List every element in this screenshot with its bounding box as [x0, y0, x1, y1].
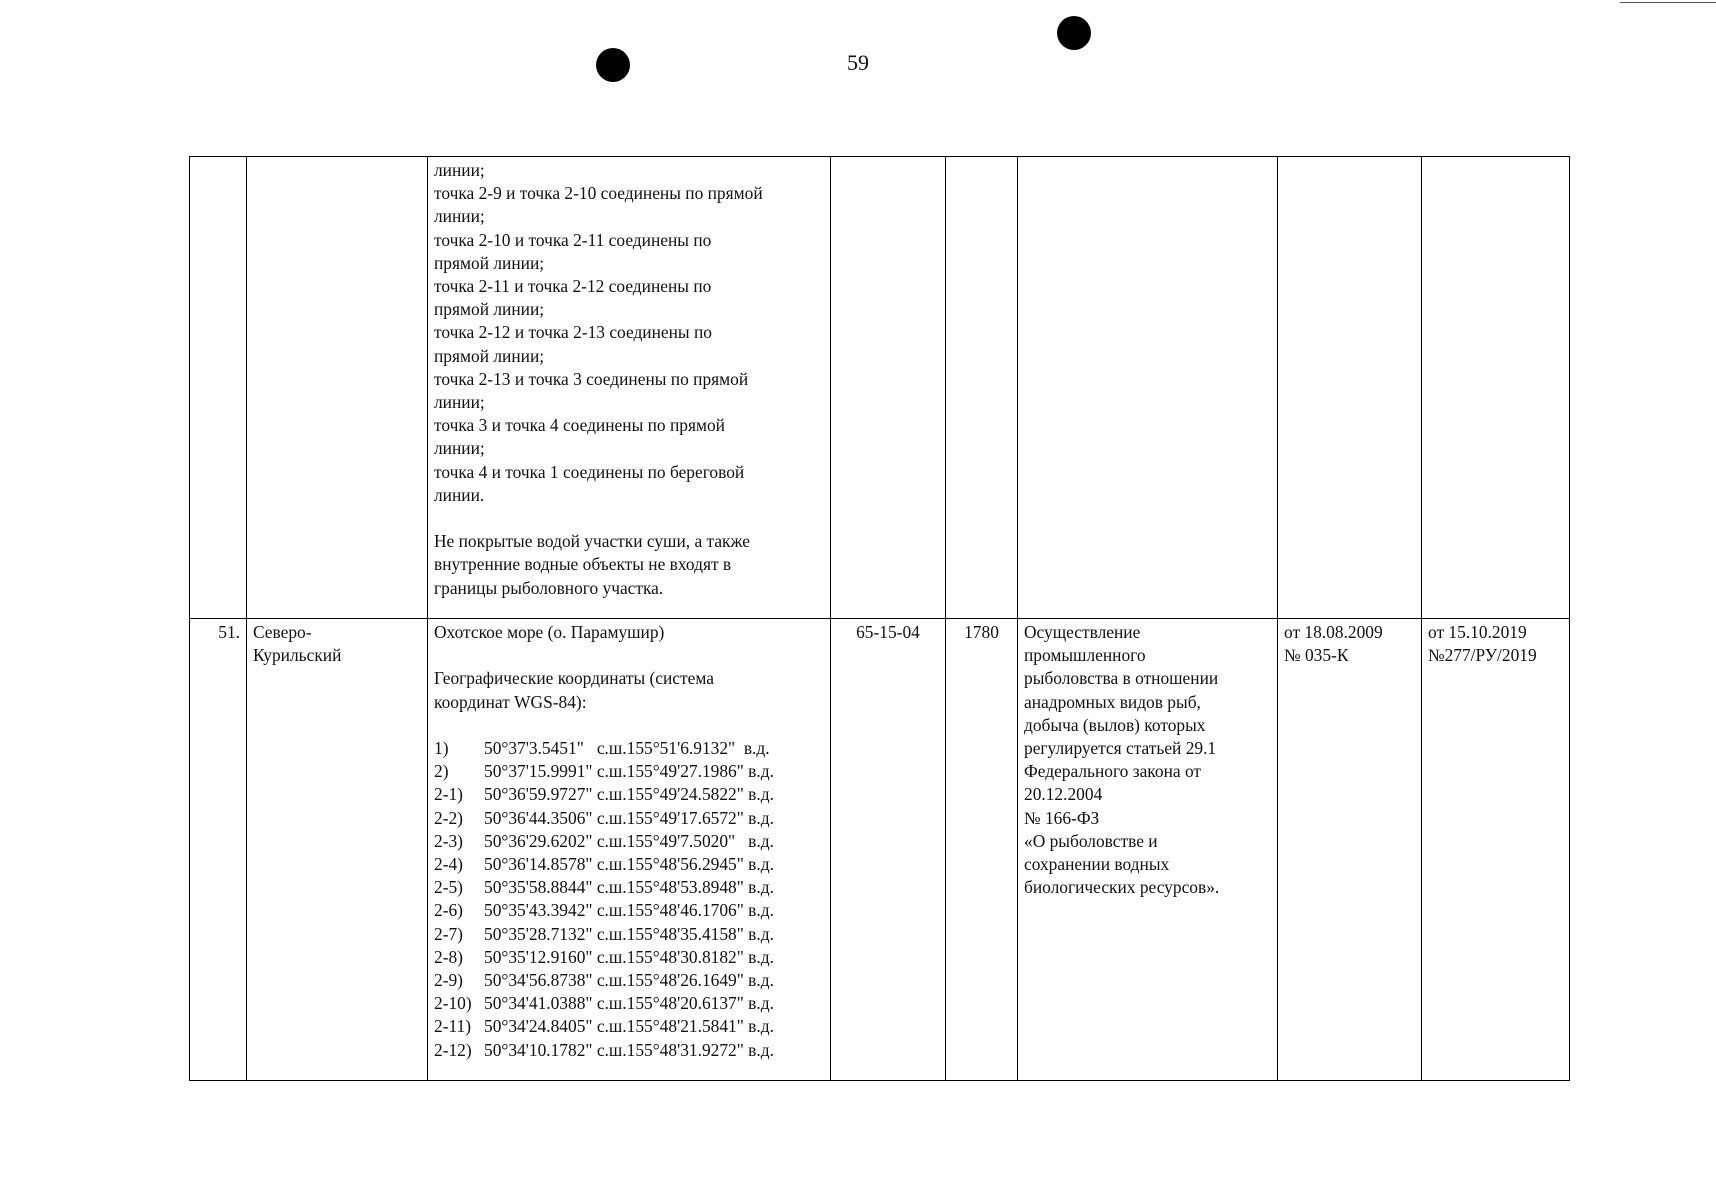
- coordinate-index: 2): [434, 761, 449, 782]
- note-line: внутренние водные объекты не входят в: [434, 554, 732, 575]
- boundary-line: точка 2-11 и точка 2-12 соединены по: [434, 276, 712, 297]
- boundary-line: линии;: [434, 206, 485, 227]
- fishing-areas-table: [189, 156, 1570, 1081]
- coordinate-row: [434, 830, 824, 853]
- coordinate-value: 50°34'10.1782" с.ш.155°48'31.9272" в.д.: [484, 1039, 774, 1060]
- coordinate-index: 2-3): [434, 830, 463, 851]
- coordinate-value: 50°36'14.8578" с.ш.155°48'56.2945" в.д.: [484, 854, 774, 874]
- boundary-line: прямой линии;: [434, 345, 545, 366]
- coordinate-row: [434, 923, 824, 946]
- coordinate-index: 2-9): [434, 970, 463, 991]
- purpose-line: анадромных видов рыб,: [1024, 691, 1201, 712]
- cell-number-empty: [190, 157, 247, 619]
- boundary-line: точка 2-9 и точка 2-10 соединены по прямой: [434, 183, 763, 204]
- page-number: 59: [847, 50, 869, 75]
- coordinate-index: 2-2): [434, 807, 463, 828]
- coordinate-value: 50°34'41.0388" с.ш.155°48'20.6137" в.д.: [484, 993, 774, 1014]
- cell-name-empty: [247, 157, 428, 619]
- cell-boundary-description: [428, 157, 831, 619]
- boundary-line: линии;: [434, 392, 485, 413]
- coordinate-index: 2-1): [434, 784, 463, 805]
- coordinate-index: 2-11): [434, 1016, 472, 1037]
- purpose-line: регулируется статьей 29.1: [1024, 738, 1217, 759]
- coords-header-line: координат WGS-84):: [434, 691, 587, 712]
- table-row-51: [190, 619, 1570, 1081]
- coordinate-row: [434, 1015, 824, 1038]
- cell-area-description: [428, 619, 831, 1081]
- coordinate-value: 50°36'59.9727" с.ш.155°49'24.5822" в.д.: [484, 784, 774, 805]
- contract-reference: [1422, 619, 1570, 1081]
- coordinate-row: [434, 737, 824, 760]
- decision-reference: [1278, 619, 1422, 1081]
- coordinate-row: [434, 899, 824, 922]
- boundary-line: точка 2-10 и точка 2-11 соединены по: [434, 229, 712, 250]
- purpose-line: «О рыболовстве и: [1024, 830, 1158, 851]
- coordinate-index: 2-8): [434, 946, 463, 967]
- coordinate-value: 50°35'12.9160" с.ш.155°48'30.8182" в.д.: [484, 946, 774, 967]
- area-code: 65-15-04: [831, 619, 946, 1081]
- coordinate-value: 50°35'43.3942" с.ш.155°48'46.1706" в.д.: [484, 900, 774, 921]
- row-number: 51.: [190, 619, 247, 1081]
- coordinate-row: [434, 853, 824, 876]
- decision-line: № 035-К: [1284, 645, 1349, 666]
- coordinate-row: [434, 783, 824, 806]
- coordinate-row: [434, 969, 824, 992]
- boundary-line: линии.: [434, 484, 485, 505]
- water-body: Охотское море (о. Парамушир): [434, 622, 665, 642]
- purpose-line: Осуществление: [1024, 622, 1141, 642]
- coordinate-row: [434, 992, 824, 1015]
- punch-hole-left: [596, 48, 630, 82]
- cell-contract-empty: [1422, 157, 1570, 619]
- coordinate-index: 1): [434, 737, 449, 758]
- coordinate-index: 2-4): [434, 854, 463, 874]
- boundary-line: точка 2-13 и точка 3 соединены по прямой: [434, 368, 749, 389]
- coordinate-value: 50°36'29.6202" с.ш.155°49'7.5020" в.д.: [484, 830, 774, 851]
- purpose-text: [1018, 619, 1278, 1081]
- boundary-line: точка 4 и точка 1 соединены по береговой: [434, 461, 745, 482]
- area-name: [247, 619, 428, 1081]
- boundary-line: линии;: [434, 438, 485, 459]
- coordinate-value: 50°35'58.8844" с.ш.155°48'53.8948" в.д.: [484, 877, 774, 898]
- area-name-line: Курильский: [253, 645, 342, 666]
- boundary-line: прямой линии;: [434, 252, 545, 273]
- coordinate-value: 50°37'3.5451" с.ш.155°51'6.9132" в.д.: [484, 737, 770, 758]
- boundary-line: прямой линии;: [434, 299, 545, 320]
- purpose-line: добыча (вылов) которых: [1024, 714, 1206, 735]
- coordinate-index: 2-12): [434, 1039, 472, 1060]
- coordinate-value: 50°36'44.3506" с.ш.155°49'17.6572" в.д.: [484, 807, 774, 828]
- punch-hole-right: [1057, 16, 1091, 50]
- cell-area-empty: [946, 157, 1018, 619]
- coordinate-row: [434, 760, 824, 783]
- coordinate-value: 50°34'24.8405" с.ш.155°48'21.5841" в.д.: [484, 1016, 774, 1037]
- contract-line: от 15.10.2019: [1428, 622, 1527, 642]
- decision-line: от 18.08.2009: [1284, 622, 1383, 642]
- boundary-line: точка 2-12 и точка 2-13 соединены по: [434, 322, 712, 343]
- coordinate-row: [434, 876, 824, 899]
- cell-purpose-empty: [1018, 157, 1278, 619]
- purpose-line: биологических ресурсов».: [1024, 877, 1220, 898]
- area-name-line: Северо-: [253, 622, 312, 642]
- coordinate-index: 2-7): [434, 923, 463, 944]
- purpose-line: рыболовства в отношении: [1024, 668, 1219, 689]
- cell-decision-empty: [1278, 157, 1422, 619]
- purpose-line: 20.12.2004: [1024, 784, 1103, 805]
- note-line: Не покрытые водой участки суши, а также: [434, 531, 751, 552]
- coordinate-row: [434, 1039, 824, 1062]
- boundary-line: точка 3 и точка 4 соединены по прямой: [434, 415, 725, 436]
- coordinate-value: 50°34'56.8738" с.ш.155°48'26.1649" в.д.: [484, 970, 774, 991]
- scan-edge-line: [1620, 2, 1716, 3]
- coordinate-index: 2-5): [434, 877, 463, 898]
- purpose-line: сохранении водных: [1024, 854, 1170, 875]
- cell-code-empty: [831, 157, 946, 619]
- purpose-line: № 166-ФЗ: [1024, 807, 1100, 828]
- coordinate-row: [434, 807, 824, 830]
- contract-line: №277/РУ/2019: [1428, 645, 1537, 666]
- boundary-line: линии;: [434, 160, 485, 180]
- purpose-line: промышленного: [1024, 645, 1146, 666]
- coords-header-line: Географические координаты (система: [434, 668, 714, 689]
- coordinate-index: 2-6): [434, 900, 463, 921]
- coordinate-index: 2-10): [434, 993, 472, 1014]
- area-size: 1780: [946, 619, 1018, 1081]
- purpose-line: Федерального закона от: [1024, 761, 1202, 782]
- table-row-continued: [190, 157, 1570, 619]
- note-line: границы рыболовного участка.: [434, 577, 664, 598]
- coordinate-row: [434, 946, 824, 969]
- coordinate-value: 50°35'28.7132" с.ш.155°48'35.4158" в.д.: [484, 923, 774, 944]
- coordinate-value: 50°37'15.9991" с.ш.155°49'27.1986" в.д.: [484, 761, 774, 782]
- coordinate-list: [434, 737, 824, 1062]
